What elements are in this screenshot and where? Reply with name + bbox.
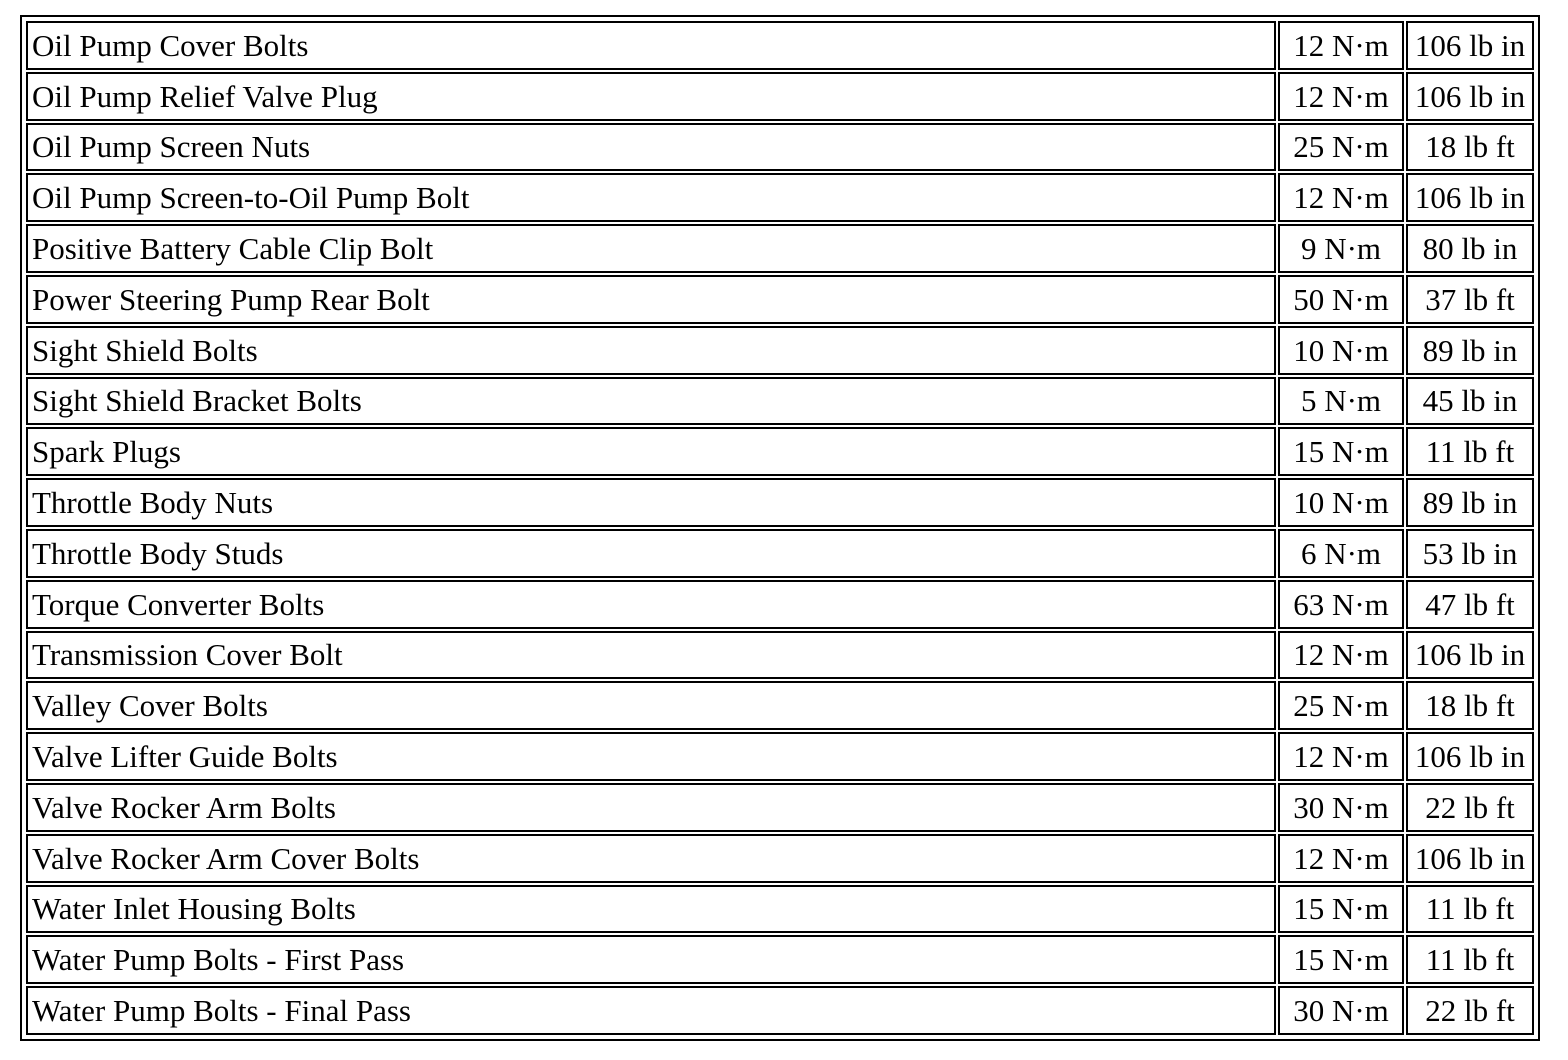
metric-torque: 63 N·m (1278, 580, 1404, 629)
table-row (26, 935, 1534, 984)
fastener-name: Valve Rocker Arm Bolts (26, 783, 1276, 832)
fastener-name: Water Inlet Housing Bolts (26, 885, 1276, 934)
metric-torque: 25 N·m (1278, 123, 1404, 172)
fastener-name: Spark Plugs (26, 427, 1276, 476)
table-row (26, 72, 1534, 121)
metric-torque: 12 N·m (1278, 834, 1404, 883)
metric-torque: 12 N·m (1278, 732, 1404, 781)
table-row (26, 834, 1534, 883)
fastener-name: Valve Lifter Guide Bolts (26, 732, 1276, 781)
table-row (26, 224, 1534, 273)
metric-torque: 10 N·m (1278, 478, 1404, 527)
table-row (26, 173, 1534, 222)
torque-spec-table (24, 19, 1536, 1037)
fastener-name: Water Pump Bolts - Final Pass (26, 986, 1276, 1035)
metric-torque: 6 N·m (1278, 529, 1404, 578)
metric-torque: 25 N·m (1278, 681, 1404, 730)
table-row (26, 732, 1534, 781)
metric-torque: 12 N·m (1278, 21, 1404, 70)
metric-torque: 10 N·m (1278, 326, 1404, 375)
table-row (26, 986, 1534, 1035)
english-torque: 47 lb ft (1406, 580, 1534, 629)
metric-torque: 50 N·m (1278, 275, 1404, 324)
table-row (26, 427, 1534, 476)
english-torque: 106 lb in (1406, 834, 1534, 883)
metric-torque: 12 N·m (1278, 631, 1404, 680)
fastener-name: Oil Pump Cover Bolts (26, 21, 1276, 70)
table-row (26, 21, 1534, 70)
fastener-name: Transmission Cover Bolt (26, 631, 1276, 680)
table-row (26, 326, 1534, 375)
metric-torque: 9 N·m (1278, 224, 1404, 273)
table-row (26, 377, 1534, 426)
table-row (26, 478, 1534, 527)
english-torque: 22 lb ft (1406, 986, 1534, 1035)
english-torque: 106 lb in (1406, 173, 1534, 222)
table-row (26, 123, 1534, 172)
fastener-name: Water Pump Bolts - First Pass (26, 935, 1276, 984)
fastener-name: Sight Shield Bracket Bolts (26, 377, 1276, 426)
fastener-name: Power Steering Pump Rear Bolt (26, 275, 1276, 324)
english-torque: 53 lb in (1406, 529, 1534, 578)
fastener-name: Valve Rocker Arm Cover Bolts (26, 834, 1276, 883)
fastener-name: Oil Pump Relief Valve Plug (26, 72, 1276, 121)
english-torque: 22 lb ft (1406, 783, 1534, 832)
metric-torque: 15 N·m (1278, 427, 1404, 476)
table-row (26, 580, 1534, 629)
english-torque: 89 lb in (1406, 326, 1534, 375)
english-torque: 80 lb in (1406, 224, 1534, 273)
english-torque: 106 lb in (1406, 21, 1534, 70)
table-row (26, 275, 1534, 324)
english-torque: 11 lb ft (1406, 935, 1534, 984)
fastener-name: Positive Battery Cable Clip Bolt (26, 224, 1276, 273)
english-torque: 45 lb in (1406, 377, 1534, 426)
metric-torque: 30 N·m (1278, 783, 1404, 832)
table-row (26, 631, 1534, 680)
metric-torque: 15 N·m (1278, 885, 1404, 934)
english-torque: 11 lb ft (1406, 885, 1534, 934)
table-row (26, 783, 1534, 832)
metric-torque: 12 N·m (1278, 173, 1404, 222)
torque-spec-table-frame (20, 15, 1540, 1041)
metric-torque: 5 N·m (1278, 377, 1404, 426)
metric-torque: 15 N·m (1278, 935, 1404, 984)
table-row (26, 885, 1534, 934)
english-torque: 11 lb ft (1406, 427, 1534, 476)
metric-torque: 12 N·m (1278, 72, 1404, 121)
table-row (26, 529, 1534, 578)
english-torque: 106 lb in (1406, 631, 1534, 680)
fastener-name: Oil Pump Screen-to-Oil Pump Bolt (26, 173, 1276, 222)
english-torque: 89 lb in (1406, 478, 1534, 527)
english-torque: 18 lb ft (1406, 123, 1534, 172)
fastener-name: Valley Cover Bolts (26, 681, 1276, 730)
english-torque: 106 lb in (1406, 72, 1534, 121)
fastener-name: Sight Shield Bolts (26, 326, 1276, 375)
table-row (26, 681, 1534, 730)
metric-torque: 30 N·m (1278, 986, 1404, 1035)
fastener-name: Throttle Body Studs (26, 529, 1276, 578)
fastener-name: Oil Pump Screen Nuts (26, 123, 1276, 172)
fastener-name: Torque Converter Bolts (26, 580, 1276, 629)
english-torque: 106 lb in (1406, 732, 1534, 781)
english-torque: 37 lb ft (1406, 275, 1534, 324)
fastener-name: Throttle Body Nuts (26, 478, 1276, 527)
english-torque: 18 lb ft (1406, 681, 1534, 730)
